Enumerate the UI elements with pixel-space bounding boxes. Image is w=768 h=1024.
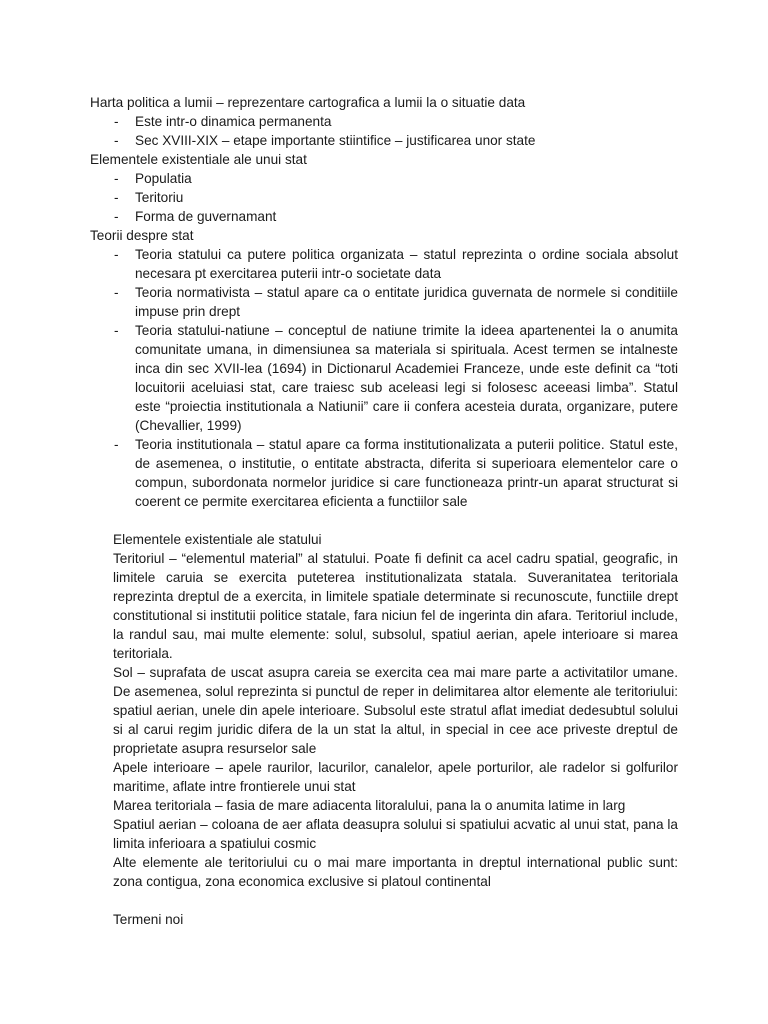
- document-page: [90, 93, 678, 929]
- spacer: [90, 511, 678, 530]
- spacer: [113, 891, 678, 910]
- list-item: - Teoria institutionala – statul apare ca forma institutionalizata a puterii politice. Statul este, de asemenea, o institutie, o entitate abstracta, diferita si superioara elementelor care o compun, subordonata normelor juridice si care functioneaza printr-un aparat structurat si coerent ce permite exercitarea eficienta a functiilor sale: [90, 435, 678, 511]
- list-item: - Sec XVIII-XIX – etape importante stiintifice – justificarea unor state: [90, 131, 678, 150]
- section-elementele-statului: [113, 530, 678, 929]
- list-item: - Este intr-o dinamica permanenta: [90, 112, 678, 131]
- heading-teorii-despre-stat: Teorii despre stat: [90, 228, 194, 243]
- paragraph-teritoriul: Teritoriul – “elementul material” al statului. Poate fi definit ca acel cadru spatial, geografic, in limitele caruia se exercita puteterea institutionalizata statala. Suveranitatea teritoriala reprezinta dreptul de a exercita, in limitele spatiale determinate si recunoscute, functiile drept constitutional si institutii politice statale, fara niciun fel de ingerinta din afara. Teritoriul include, la randul sau, mai multe elemente: solul, subsolul, spatiul aerian, apele interioare si marea teritoriala.: [113, 551, 678, 661]
- list-elementele-existentiale: [90, 169, 678, 226]
- list-item: - Forma de guvernamant: [90, 207, 678, 226]
- list-teorii-despre-stat: [90, 245, 678, 511]
- list-item: - Populatia: [90, 169, 678, 188]
- paragraph-marea-teritoriala: Marea teritoriala – fasia de mare adiacenta litoralului, pana la o anumita latime in larg: [113, 798, 626, 813]
- paragraph-sol: Sol – suprafata de uscat asupra careia se exercita cea mai mare parte a activitatilor umane. De asemenea, solul reprezinta si punctul de reper in delimitarea altor elemente ale teritoriului: spatiul aerian, unele din apele interioare. Subsolul este stratul aflat imediat dedesubtul solului si al carui regim juridic difera de la un stat la altul, in special in cee ace priveste dreptul de proprietate asupra resurselor sale: [113, 665, 678, 756]
- list-item: - Teoria statului ca putere politica organizata – statul reprezinta o ordine sociala absolut necesara pt exercitarea puterii intr-o societate data: [90, 245, 678, 283]
- paragraph-spatiul-aerian: Spatiul aerian – coloana de aer aflata deasupra solului si spatiului acvatic al unui stat, pana la limita inferioara a spatiului cosmic: [113, 817, 678, 851]
- footer-title: Termeni noi: [113, 912, 184, 927]
- paragraph-apele-interioare: Apele interioare – apele raurilor, lacurilor, canalelor, apele porturilor, ale radelor si golfurilor maritime, aflate intre frontierele unui stat: [113, 760, 678, 794]
- section-title: Elementele existentiale ale statului: [113, 532, 322, 547]
- list-item: - Teoria normativista – statul apare ca o entitate juridica guvernata de normele si conditiile impuse prin drept: [90, 283, 678, 321]
- list-item: - Teritoriu: [90, 188, 678, 207]
- heading-elementele-existentiale: Elementele existentiale ale unui stat: [90, 152, 307, 167]
- heading-harta-politica: Harta politica a lumii – reprezentare cartografica a lumii la o situatie data: [90, 95, 526, 110]
- list-harta-politica: [90, 112, 678, 150]
- paragraph-alte-elemente: Alte elemente ale teritoriului cu o mai mare importanta in dreptul international public sunt: zona contigua, zona economica exclusive si platoul continental: [113, 855, 678, 889]
- list-item: - Teoria statului-natiune – conceptul de natiune trimite la ideea apartenentei la o anumita comunitate umana, in dimensiunea sa materiala si spirituala. Acest termen se intalneste inca din sec XVII-lea (1694) in Dictionarul Academiei Franceze, unde este definit ca “toti locuitorii aceluiasi stat, care traiesc sub aceleasi legi si folosesc aceeasi limba”. Statul este “proiectia institutionala a Natiunii” care ii confera acesteia durata, organizare, putere (Chevallier, 1999): [90, 321, 678, 435]
